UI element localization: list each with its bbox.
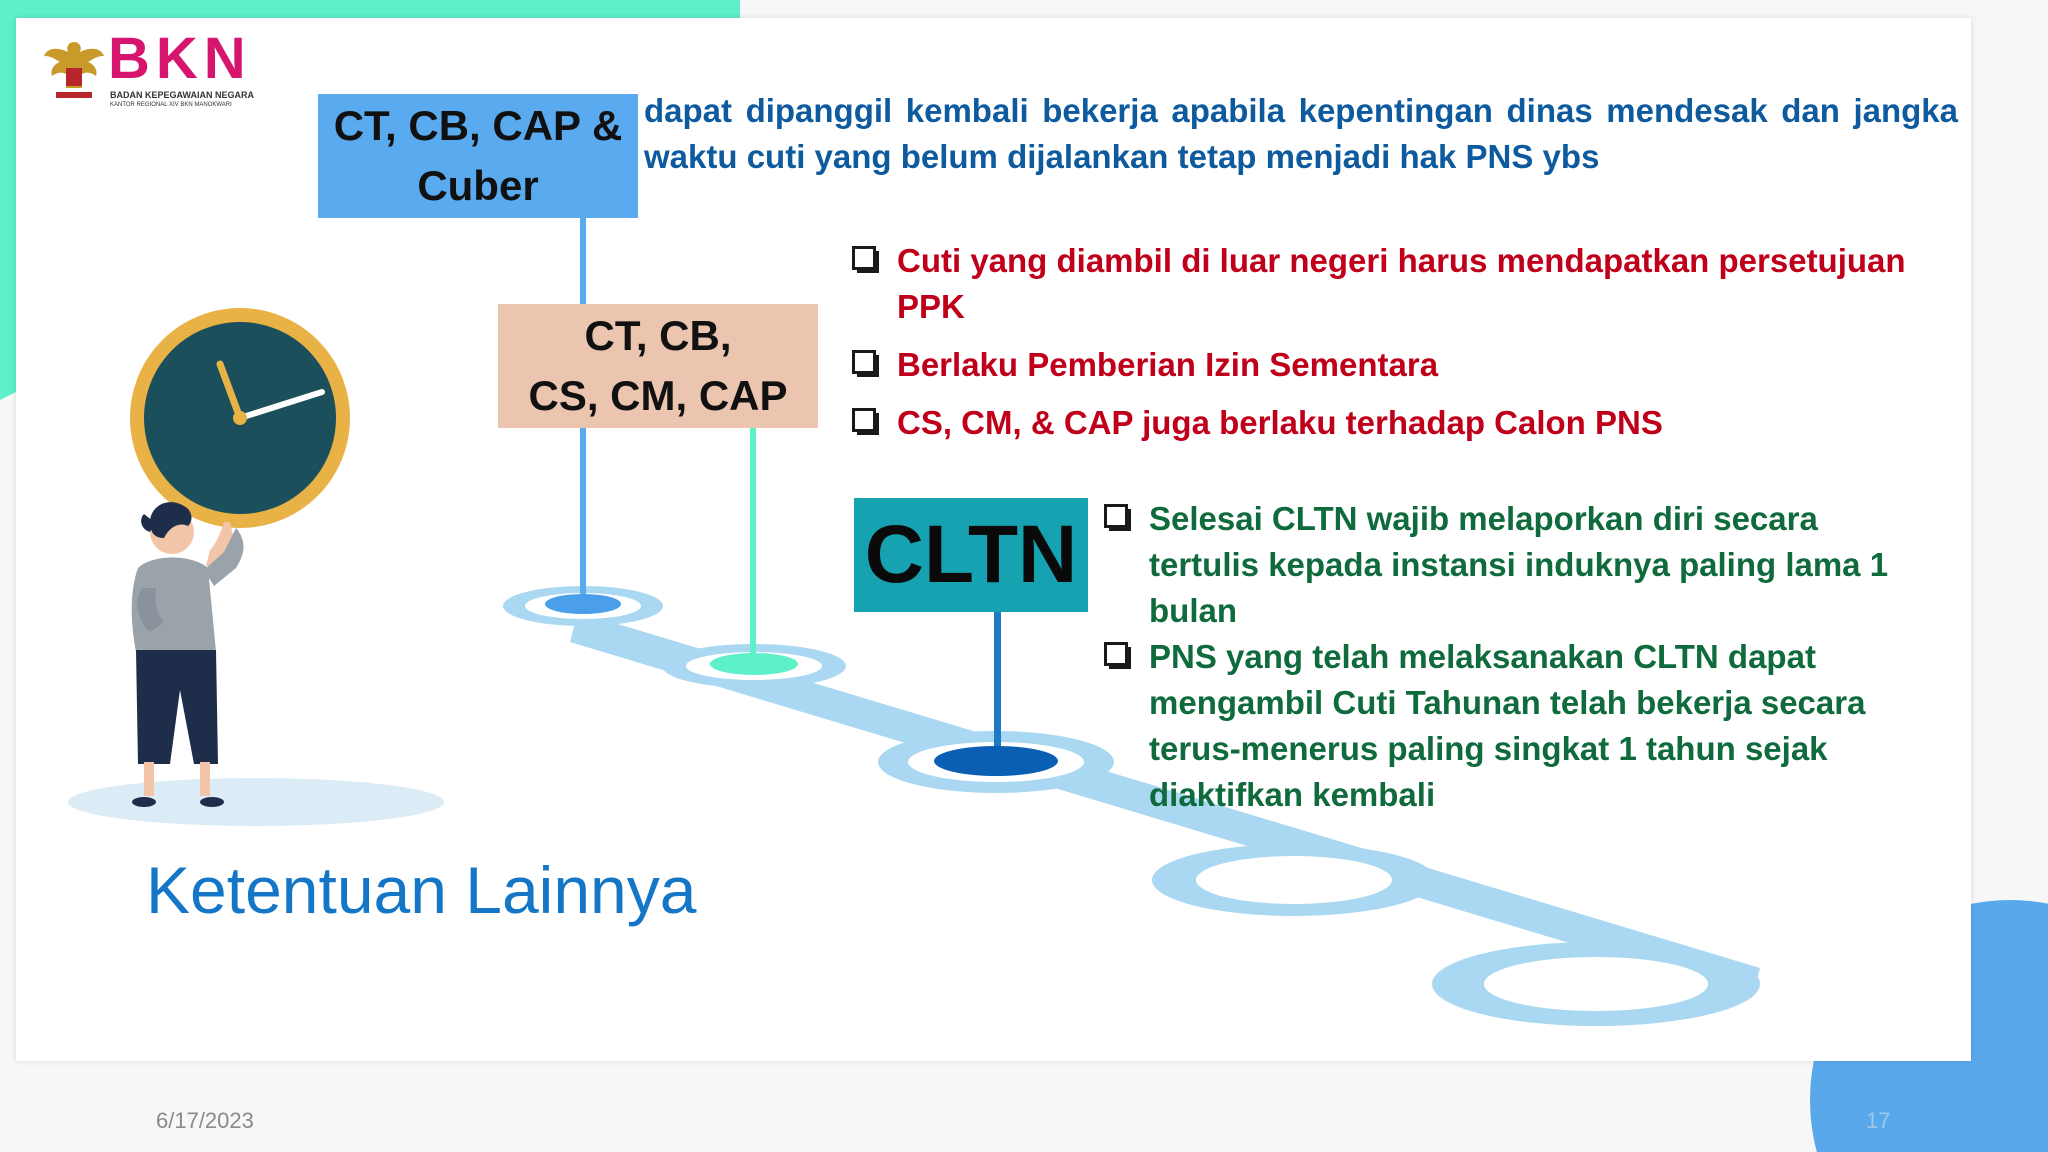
box2-bullet-2 [852,342,1962,388]
box-cltn: CLTN [854,498,1088,612]
footer-page-number: 17 [1866,1108,1891,1133]
box2-bullet-3 [852,400,1962,446]
footer-date: 6/17/2023 [156,1108,254,1133]
cltn-bullet-list [1104,496,1904,818]
box2-bullet-list [852,238,1962,446]
checkbox-bullet-icon [1104,642,1128,666]
checkbox-bullet-icon [852,246,876,270]
box-ct-cb-cs-cm-cap [498,304,818,428]
slide-title: Ketentuan Lainnya [146,853,697,927]
logo-subtitle-2: KANTOR REGIONAL XIV BKN MANOKWARI [110,102,232,108]
box2-bullet-text-2: Berlaku Pemberian Izin Sementara [897,346,1439,383]
node-dot-3 [934,746,1058,776]
cltn-bullet-text-2: PNS yang telah melaksanakan CLTN dapat mengambil Cuti Tahunan telah bekerja secara terus-menerus paling singkat 1 tahun sejak diaktifkan kembali [1149,638,1866,813]
box2-bullet-1 [852,238,1962,330]
cltn-bullet-text-1: Selesai CLTN wajib melaporkan diri secara tertulis kepada instansi induknya paling lama 1 bulan [1149,500,1889,629]
cltn-bullet-1 [1104,496,1904,634]
checkbox-bullet-icon [852,408,876,432]
box2-line1: CT, CB, [584,312,732,359]
box1-line2: Cuber [417,162,539,209]
checkbox-bullet-icon [852,350,876,374]
box2-line2: CS, CM, CAP [528,372,788,419]
box-ct-cb-cap-cuber [318,94,638,218]
checkbox-bullet-icon [1104,504,1128,528]
logo-text: BKN [108,26,252,91]
box1-note: dapat dipanggil kembali bekerja apabila kepentingan dinas mendesak dan jangka waktu cuti yang belum dijalankan tetap menjadi hak PNS ybs [644,92,1958,175]
box1-line1: CT, CB, CAP & [333,102,623,149]
node-dot-2 [710,653,798,675]
box2-bullet-text-1: Cuti yang diambil di luar negeri harus mendapatkan persetujuan PPK [897,242,1906,325]
box2-bullet-text-3: CS, CM, & CAP juga berlaku terhadap Calon PNS [897,404,1663,441]
logo-subtitle: BADAN KEPEGAWAIAN NEGARA [110,90,255,100]
person-holding-clock-illustration [60,300,460,840]
node-dot-1 [545,594,621,614]
cltn-bullet-2 [1104,634,1904,818]
